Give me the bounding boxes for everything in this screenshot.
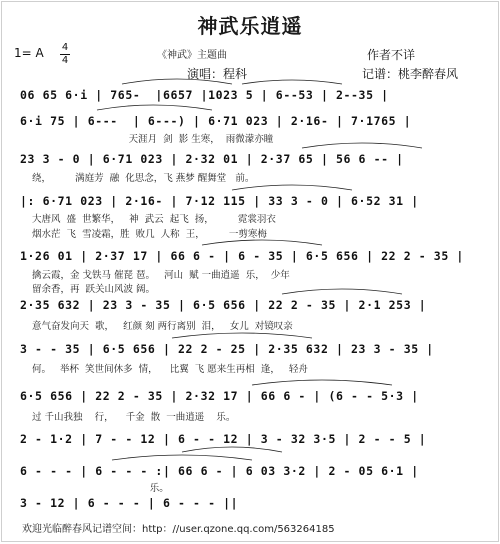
time-signature-bottom: 4 bbox=[61, 55, 69, 66]
score-row-10: 6 - - - | 6 - - - :| 66 6 - | 6 03 3·2 | 2 - 05 6·1 | bbox=[20, 464, 419, 478]
key-signature: 1= A bbox=[14, 46, 44, 60]
score-page bbox=[1, 1, 499, 542]
subtitle: 《神武》主题曲 bbox=[157, 50, 227, 61]
score-row-7: 3 - - 35 | 6·5 656 | 22 2 - 25 | 2·35 632 | 23 3 - 35 | bbox=[20, 342, 434, 356]
time-signature bbox=[60, 43, 70, 66]
score-row-4: |: 6·71 023 | 2·16- | 7·12 115 | 33 3 - 0 | 6·52 31 | bbox=[20, 194, 419, 208]
score-row-11: 3 - 12 | 6 - - - | 6 - - - || bbox=[20, 496, 239, 510]
score-row-6: 2·35 632 | 23 3 - 35 | 6·5 656 | 22 2 - 35 | 2·1 253 | bbox=[20, 298, 427, 312]
lyric-row-11: 乐。 bbox=[32, 483, 169, 494]
lyric-row-4: 大唐风 盛 世繁华， 神 武云 起飞 扬， 霓裳羽衣 bbox=[32, 214, 276, 225]
transcriber: 记谱：桃李醉春风 bbox=[362, 67, 459, 81]
lyric-row-9: 何。 举杯 笑世间休多 情， 比翼 飞 愿来生再相 逢， 轻舟 bbox=[32, 364, 308, 375]
time-signature-top: 4 bbox=[61, 42, 69, 53]
page-title: 神武乐逍遥 bbox=[197, 14, 303, 38]
score-row-2: 6·i 75 | 6--- | 6---) | 6·71 023 | 2·16- | 7·1765 | bbox=[20, 114, 412, 128]
lyric-row-5: 烟水茫 飞 雪凌霜，胜 败几 人称 王， 一剪寒梅 bbox=[32, 229, 267, 240]
score-row-5: 1·26 01 | 2·37 17 | 66 6 - | 6 - 35 | 6·5 656 | 22 2 - 35 | bbox=[20, 249, 464, 263]
footer-credit: 欢迎光临醉春风记谱空间：http：//user.qzone.qq.com/563264185 bbox=[22, 524, 335, 535]
lyric-row-8: 意气奋发向天 歌， 红颜 刻 两行离别 泪， 女儿 对镜叹亲 bbox=[32, 321, 293, 332]
lyric-row-6: 擒云霞，金 戈铁马 催琵 琶。 河山 赋 一曲逍遥 乐， 少年 bbox=[32, 270, 290, 281]
lyric-row-7: 留余香，再 跃关山风波 阔。 bbox=[32, 284, 156, 295]
lyric-row-2: 天涯月 剑 影 生寒， 雨微濛亦瞳 bbox=[32, 134, 274, 145]
lyric-row-3: 绕， 满庭芳 融 化思念，飞 燕梦 醒舞堂 前。 bbox=[32, 173, 255, 184]
score-row-9: 2 - 1·2 | 7 - - 12 | 6 - - 12 | 3 - 32 3·5 | 2 - - 5 | bbox=[20, 432, 427, 446]
lyric-row-10: 过 千山我独 行， 千金 散 一曲逍遥 乐。 bbox=[32, 412, 236, 423]
singer: 演唱：程科 bbox=[187, 67, 248, 81]
score-row-3: 23 3 - 0 | 6·71 023 | 2·32 01 | 2·37 65 | 56 6 -- | bbox=[20, 152, 404, 166]
score-row-8: 6·5 656 | 22 2 - 35 | 2·32 17 | 66 6 - | (6 - - 5·3 | bbox=[20, 389, 419, 403]
composer: 作者不详 bbox=[367, 48, 416, 62]
score-row-1: 06 65 6·i | 765- |6657 |1023 5 | 6--53 | 2--35 | bbox=[20, 88, 389, 102]
